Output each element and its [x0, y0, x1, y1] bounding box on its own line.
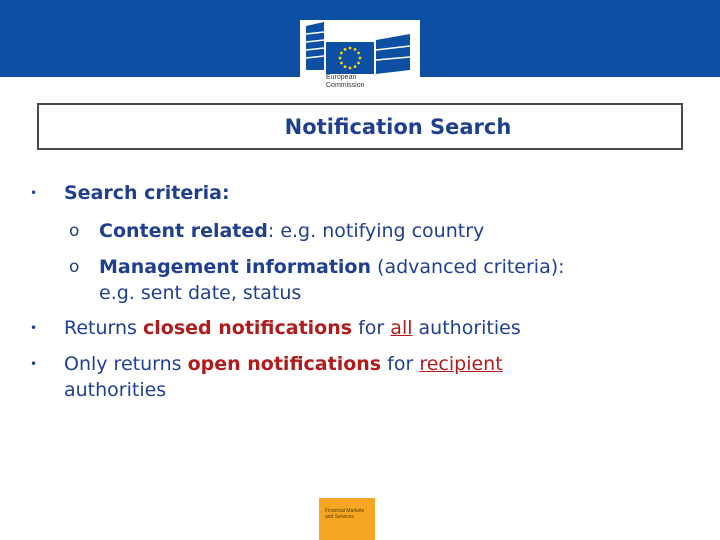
- recipient-underlined: recipient: [419, 353, 503, 375]
- management-rest: (advanced criteria):: [371, 256, 565, 278]
- badge-text: [325, 508, 364, 520]
- search-criteria-label: Search criteria:: [64, 182, 230, 204]
- badge-line-2: and Services: [325, 514, 354, 520]
- only-line-2: authorities: [64, 379, 167, 401]
- bullet-only-open: [30, 351, 684, 403]
- open-notifications-bold: open notifications: [187, 353, 382, 375]
- circle-bullet-icon: o: [69, 257, 80, 277]
- bullet-search-criteria: [30, 180, 684, 206]
- all-underlined: all: [390, 317, 413, 339]
- returns-prefix: Returns: [64, 317, 143, 339]
- returns-suffix: authorities: [412, 317, 521, 339]
- only-prefix: Only returns: [64, 353, 188, 375]
- sub-bullet-content-related: [69, 218, 684, 244]
- european-commission-logo: [300, 20, 420, 98]
- bullet-dot-icon: •: [30, 321, 38, 335]
- returns-mid: for: [352, 317, 391, 339]
- logo-text: [326, 74, 365, 90]
- management-bold: Management information: [99, 256, 371, 278]
- sub-bullet-management: [69, 254, 684, 306]
- bullet-returns-closed: [30, 315, 684, 341]
- circle-bullet-icon: o: [69, 221, 80, 241]
- bullet-dot-icon: •: [30, 357, 38, 371]
- only-mid: for: [381, 353, 420, 375]
- title-box: [37, 103, 683, 150]
- dg-fisma-badge: [319, 498, 375, 540]
- closed-notifications-bold: closed notifications: [143, 317, 353, 339]
- page-title: Notification Search: [284, 114, 512, 139]
- badge-line-1: Financial Markets: [325, 508, 365, 514]
- content-related-rest: : e.g. notifying country: [267, 220, 485, 242]
- bullet-dot-icon: •: [30, 186, 38, 200]
- logo-line-1: European: [326, 74, 357, 81]
- management-line-2: e.g. sent date, status: [99, 282, 302, 304]
- commission-building-icon: [300, 20, 420, 74]
- logo-line-2: Commission: [326, 82, 365, 89]
- content-related-bold: Content related: [99, 220, 268, 242]
